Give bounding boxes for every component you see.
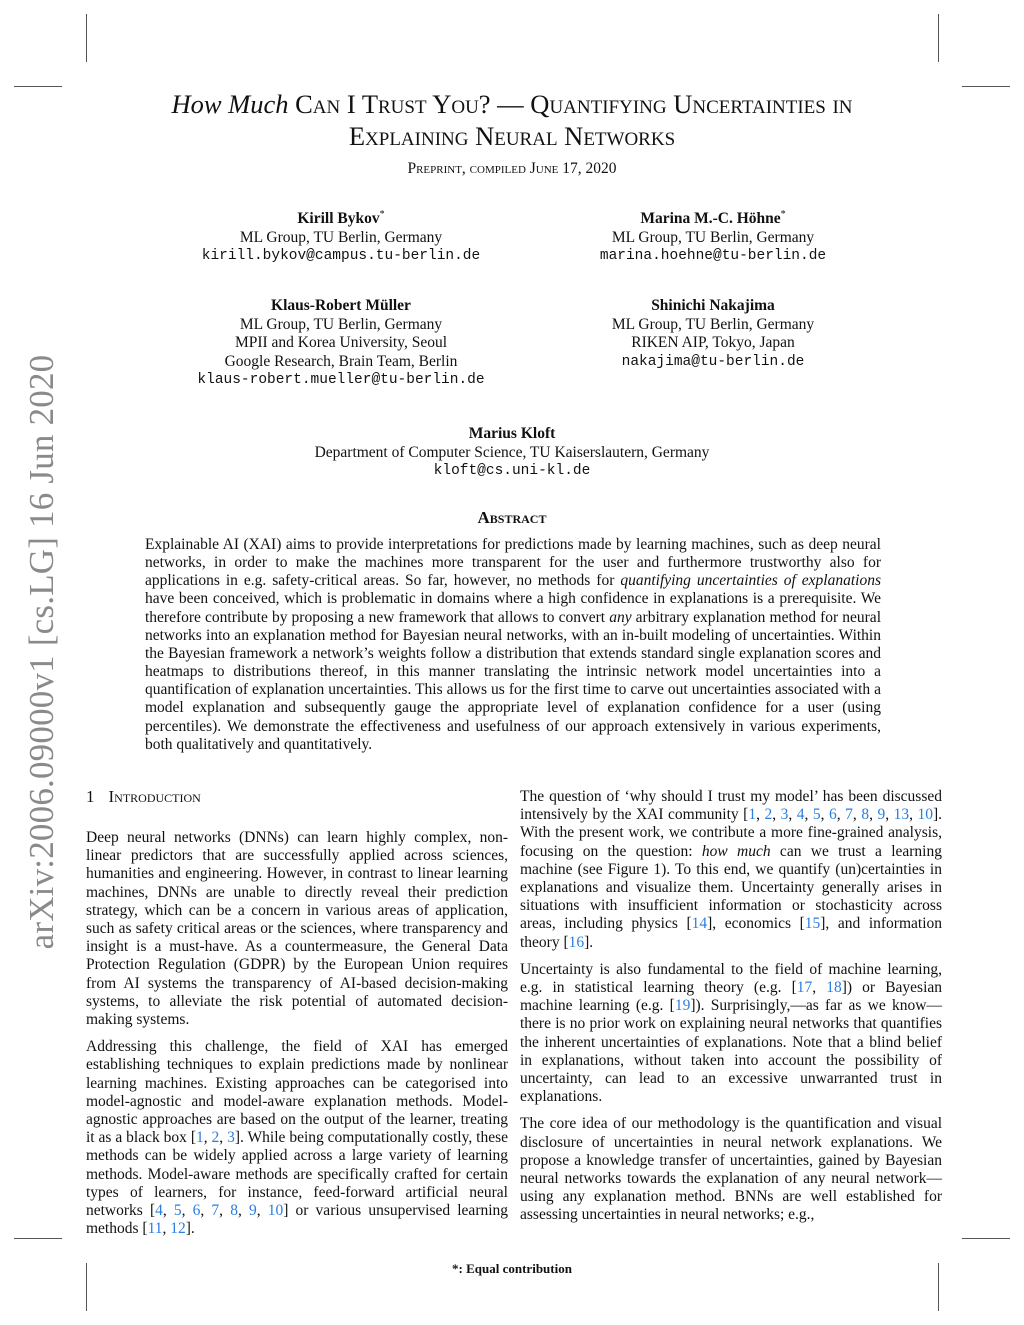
section-title: Introduction	[108, 787, 201, 806]
citation-link[interactable]: 6	[192, 1202, 201, 1220]
paragraph: Deep neural networks (DNNs) can learn highly complex, non-linear predictors that are successfully applied across sciences, humanities and engineering. However, in contrast to linear learning machines, DNNs are unable to directly reveal their prediction strategy, which can be a concern in various areas of application, such as safety critical areas or the sciences, where transparency and insight is a must-have. As a countermeasure, the General Data Protection Regulation (GDPR) by the European Union requires from AI systems the transparency of AI-based decision-making systems, to alleviate the risk potential of automated decision-making systems.	[86, 829, 508, 1029]
citation-link[interactable]: 1	[748, 806, 757, 824]
paragraph: The core idea of our methodology is the quantification and visual disclosure of uncertainties in neural network explanations. We propose a knowledge transfer of uncertainties, gained by Bayesian neural networks towards the explanation of any neural network—using any explanation method. BNNs are well established for assessing uncertainties in neural networks; e.g.,	[520, 1115, 942, 1224]
citation-link[interactable]: 3	[227, 1129, 235, 1147]
citation-link[interactable]: 18	[826, 979, 842, 997]
citation-link[interactable]: 10	[267, 1202, 284, 1220]
citation-link[interactable]: 9	[248, 1202, 257, 1220]
preprint-line: Preprint, compiled June 17, 2020	[407, 160, 617, 177]
author-email[interactable]: nakajima@tu-berlin.de	[621, 353, 805, 370]
citation-link[interactable]: 13	[893, 806, 910, 824]
author-affiliation: Department of Computer Science, TU Kaiserslautern, Germany	[314, 443, 710, 461]
author-affiliation: Google Research, Brain Team, Berlin	[224, 352, 458, 370]
crop-mark	[14, 86, 62, 87]
citation-link[interactable]: 17	[796, 979, 813, 997]
citation-link[interactable]: 8	[861, 806, 870, 824]
citation-link[interactable]: 2	[211, 1129, 220, 1147]
citation-link[interactable]: 4	[796, 806, 805, 824]
paper-title	[100, 88, 924, 152]
citation-link[interactable]: 19	[674, 997, 691, 1015]
author-email[interactable]: kirill.bykov@campus.tu-berlin.de	[201, 248, 481, 265]
citation-link[interactable]: 3	[780, 806, 789, 824]
author-name: Shinichi Nakajima	[651, 297, 775, 314]
author-email[interactable]: marina.hoehne@tu-berlin.de	[599, 248, 827, 265]
section-heading	[86, 787, 201, 807]
right-column	[520, 788, 942, 1234]
citation-link[interactable]: 7	[845, 806, 853, 824]
citation-link[interactable]: 12	[170, 1220, 186, 1238]
abstract-heading: Abstract	[477, 508, 547, 527]
author-affiliation: ML Group, TU Berlin, Germany	[611, 315, 815, 333]
citation-link[interactable]: 9	[877, 806, 886, 824]
crop-mark	[962, 86, 1010, 87]
abstract-text: Explainable AI (XAI) aims to provide interpretations for predictions made by learning machines, such as deep neural networks, in order to make the machines more transparent for the user and furthermore trustworthy also for applications in e.g. safety-critical areas. So far, however, no methods for quantifying uncertainties of explanations have been conceived, which is problematic in domains where a high confidence in explanations is a prerequisite. We therefore contribute by proposing a new framework that allows to convert any arbitrary explanation method for neural networks into an explanation method for Bayesian neural networks, with an in-built modeling of uncertainties. Within the Bayesian framework a network’s weights follow a distribution that extends standard single explanation scores and heatmaps to distributions thereof, in this manner translating the intrinsic network model uncertainties into a quantification of explanation uncertainties. This allows us for the first time to carve out uncertainties associated with a model explanation and subsequently gauge the appropriate level of explanation confidence for a user (using percentiles). We demonstrate the effectiveness and usefulness of our approach extensively in various experiments, both qualitatively and quantitatively.	[145, 536, 882, 753]
citation-link[interactable]: 16	[568, 933, 585, 951]
citation-link[interactable]: 15	[804, 915, 821, 933]
citation-link[interactable]: 14	[691, 915, 708, 933]
author-name: Kirill Bykov*	[297, 209, 385, 228]
section-number: 1	[86, 787, 95, 806]
author-affiliation: ML Group, TU Berlin, Germany	[239, 228, 443, 246]
author-affiliation: ML Group, TU Berlin, Germany	[239, 315, 443, 333]
title-line-1: Can I Trust You? — Quantifying Uncertainties in	[295, 89, 853, 119]
left-column	[86, 829, 508, 1247]
footnote: *: Equal contribution	[452, 1261, 572, 1276]
citation-link[interactable]: 4	[155, 1202, 163, 1220]
citation-link[interactable]: 1	[196, 1129, 204, 1147]
author-name: Klaus-Robert Müller	[271, 297, 411, 314]
author-block	[160, 297, 522, 390]
citation-link[interactable]: 6	[829, 806, 837, 824]
paragraph: Uncertainty is also fundamental to the field of machine learning, e.g. in statistical learning theory (e.g. [17, 18]) or Bayesian machine learning (e.g. [19]). Surprisingly,—as far as we know—there is no prior work on explaining neural networks that quantifies the inherent uncertainties of explanations. Note that a blind belief in explanations, without taken into account the possibility of uncertainty, can lead to an excessive unwarranted trust in explanations.	[520, 960, 943, 1106]
author-name: Marius Kloft	[468, 425, 556, 442]
citation-link[interactable]: 2	[764, 806, 773, 824]
citation-link[interactable]: 5	[173, 1202, 182, 1220]
citation-link[interactable]: 5	[812, 806, 821, 824]
author-name: Marina M.-C. Höhne*	[640, 209, 786, 228]
author-block	[200, 425, 824, 481]
citation-link[interactable]: 8	[230, 1202, 238, 1220]
title-line-2: Explaining Neural Networks	[348, 121, 676, 151]
citation-link[interactable]: 11	[147, 1220, 163, 1238]
arxiv-side-stamp: arXiv:2006.09000v1 [cs.LG] 16 Jun 2020	[22, 354, 61, 950]
author-block	[530, 297, 896, 371]
author-block	[160, 206, 522, 266]
crop-mark	[14, 1238, 62, 1239]
crop-mark	[86, 14, 87, 62]
title-italic-part: How Much	[171, 89, 289, 119]
citation-link[interactable]: 7	[211, 1202, 220, 1220]
author-affiliation: ML Group, TU Berlin, Germany	[611, 228, 815, 246]
paragraph: Addressing this challenge, the field of XAI has emerged establishing techniques to explain predictions made by nonlinear learning machines. Existing approaches can be categorised into model-agnostic and model-aware explanation methods. Model-agnostic approaches are based on the output of the learner, treating it as a black box [1, 2, 3]. While being computationally costly, these methods can be widely applied across a large variety of learning methods. Model-aware methods are specifically crafted for certain types of learners, for instance, feed-forward artificial neural networks [4, 5, 6, 7, 8, 9, 10] or various unsupervised learning methods [11, 12].	[86, 1038, 509, 1238]
paragraph: The question of ‘why should I trust my model’ has been discussed intensively by the XAI community [1, 2, 3, 4, 5, 6, 7, 8, 9, 13, 10]. With the present work, we contribute a more fine-grained analysis, focusing on the question: how much can we trust a learning machine (see Figure 1). To this end, we quantify (un)certainties in explanations and visualize them. Uncertainty generally arises in situations with insufficient information or stochasticity across areas, including physics [14], economics [15], and information theory [16].	[520, 788, 943, 951]
crop-mark	[938, 14, 939, 62]
crop-mark	[962, 1238, 1010, 1239]
author-email[interactable]: kloft@cs.uni-kl.de	[433, 463, 591, 479]
author-block	[530, 206, 896, 266]
author-affiliation: MPII and Korea University, Seoul	[234, 334, 448, 351]
author-email[interactable]: klaus-robert.mueller@tu-berlin.de	[197, 372, 485, 388]
citation-link[interactable]: 10	[917, 806, 933, 824]
author-affiliation: RIKEN AIP, Tokyo, Japan	[631, 334, 795, 351]
